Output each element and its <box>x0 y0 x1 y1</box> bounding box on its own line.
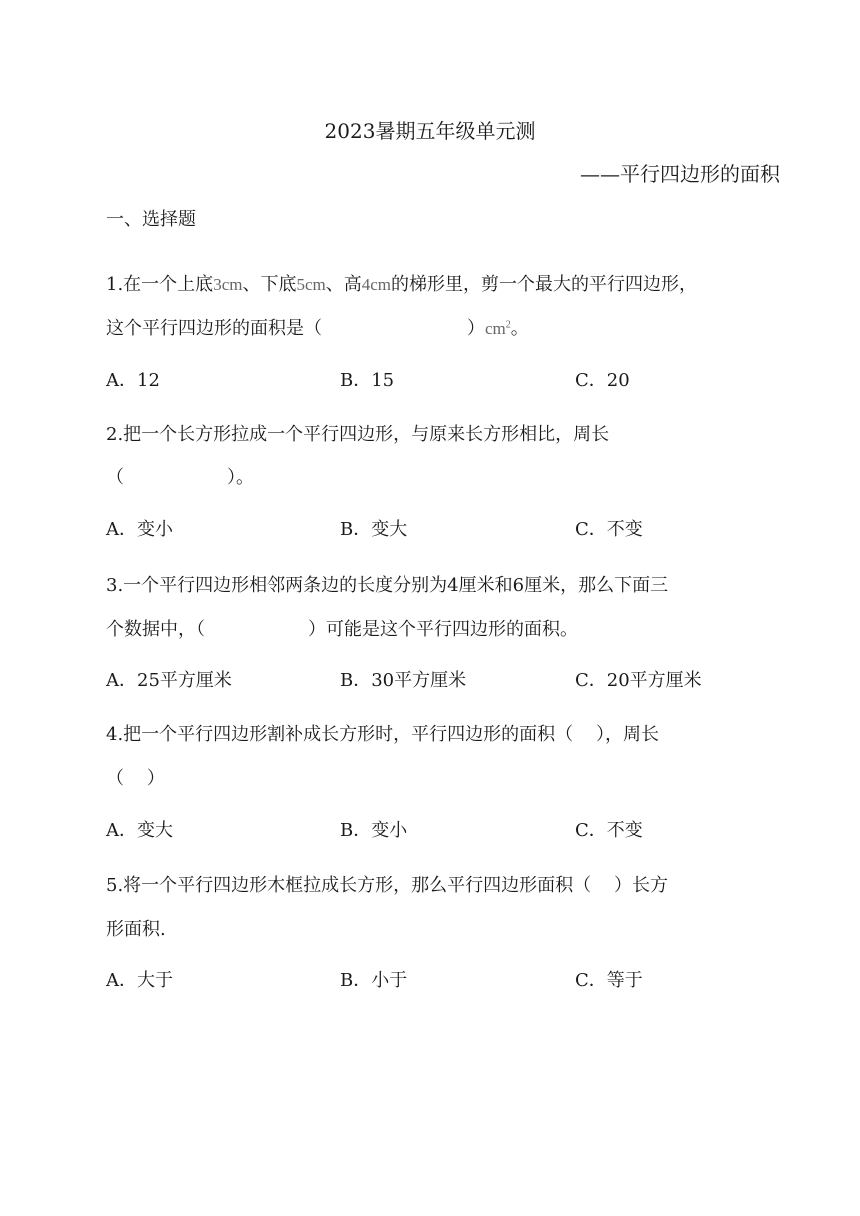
question-1-option-a[interactable]: A．12 <box>106 370 160 391</box>
question-1-text: 的梯形里，剪一个最大的平行四边形， <box>391 274 698 295</box>
question-5-option-a[interactable]: A．大于 <box>106 970 173 991</box>
question-3-line-2: 个数据中，（ ）可能是这个平行四边形的面积。 <box>106 619 578 640</box>
question-1-text: 1.在一个上底 <box>106 274 214 295</box>
question-1-text: 这个平行四边形的面积是（ <box>106 318 322 339</box>
question-1-answer-unit: $cm^2$ <box>485 319 511 338</box>
question-4-option-c[interactable]: C．不变 <box>575 820 643 841</box>
section-heading: 一、选择题 <box>106 209 196 230</box>
page-title: 2023暑期五年级单元测 <box>324 119 536 143</box>
question-1-option-c[interactable]: C．20 <box>575 370 630 391</box>
question-1-unit-height: 4cm <box>361 275 392 294</box>
question-2-line-2: （ ）。 <box>106 467 254 488</box>
question-1-text: 、高 <box>325 274 362 295</box>
question-4-option-b[interactable]: B．变小 <box>340 820 408 841</box>
question-5-option-c[interactable]: C．等于 <box>575 970 643 991</box>
question-3-option-c[interactable]: C．20平方厘米 <box>575 670 702 691</box>
question-1-text: 、下底 <box>242 274 297 295</box>
question-5-line-2: 形面积. <box>106 919 166 940</box>
question-4-line-1: 4.把一个平行四边形割补成长方形时，平行四边形的面积（ ），周长 <box>106 724 660 745</box>
question-3-line-1: 3.一个平行四边形相邻两条边的长度分别为4厘米和6厘米，那么下面三 <box>106 575 669 596</box>
question-5-line-1: 5.将一个平行四边形木框拉成长方形，那么平行四边形面积（ ）长方 <box>106 875 669 896</box>
question-3-option-a[interactable]: A．25平方厘米 <box>106 670 232 691</box>
question-2-line-1: 2.把一个长方形拉成一个平行四边形，与原来长方形相比，周长 <box>106 424 610 445</box>
question-1-option-b[interactable]: B．15 <box>340 370 395 391</box>
question-5-option-b[interactable]: B．小于 <box>340 970 408 991</box>
question-1-line-2 <box>106 314 529 340</box>
question-2-option-c[interactable]: C．不变 <box>575 519 643 540</box>
question-1-text: ） <box>467 318 485 339</box>
question-1-unit-bottom-base: 5cm <box>296 275 326 294</box>
question-1-line-1 <box>106 270 697 296</box>
question-1-text: 。 <box>510 318 529 339</box>
question-4-line-2: （ ） <box>106 768 165 789</box>
question-2-option-b[interactable]: B．变大 <box>340 519 408 540</box>
question-4-option-a[interactable]: A．变大 <box>106 820 173 841</box>
question-2-option-a[interactable]: A．变小 <box>106 519 173 540</box>
question-3-option-b[interactable]: B．30平方厘米 <box>340 670 467 691</box>
page-subtitle: ——平行四边形的面积 <box>580 162 780 186</box>
question-1-unit-top-base: 3cm <box>213 275 243 294</box>
